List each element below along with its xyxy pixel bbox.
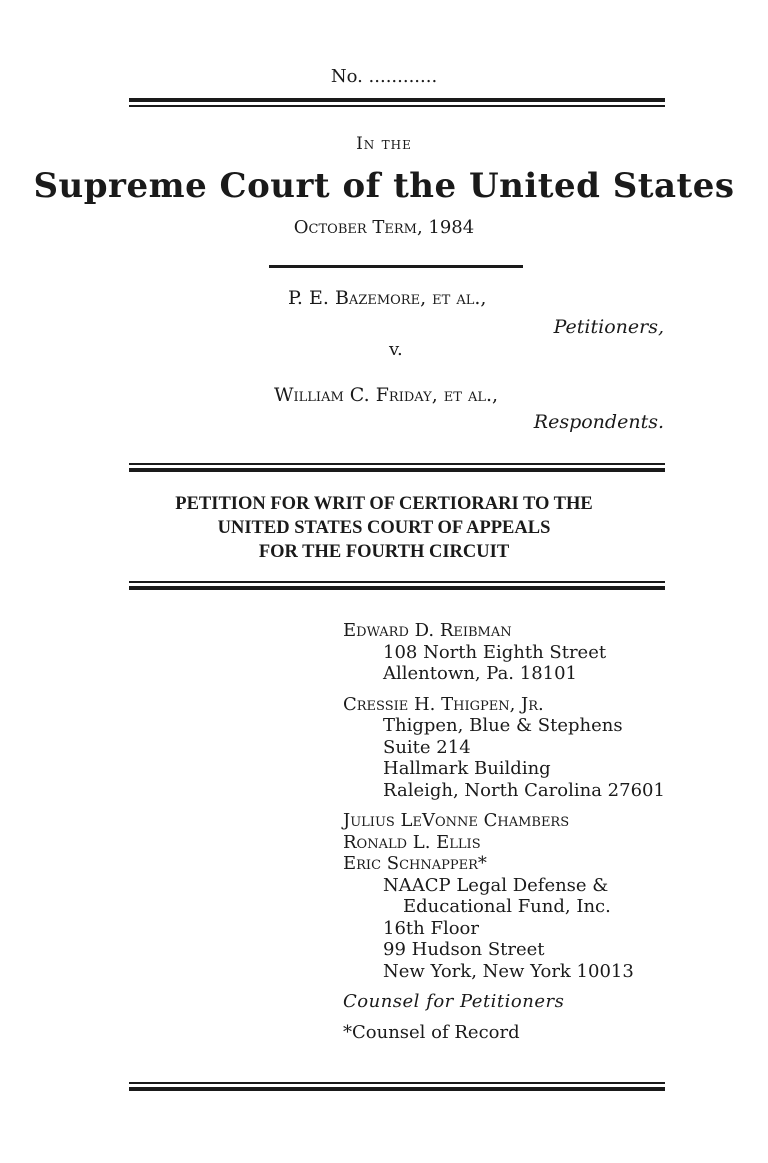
petition-title-line: FOR THE FOURTH CIRCUIT	[258, 542, 510, 562]
respondent-name: William C. Friday, et al.,	[274, 384, 499, 406]
counsel-address-line: Allentown, Pa. 18101	[383, 663, 578, 684]
petitioner-role: Petitioners,	[553, 316, 664, 338]
counsel-name: Eric Schnapper*	[343, 853, 487, 874]
counsel-name: Julius LeVonne Chambers	[343, 810, 570, 831]
mid-double-rule-2	[129, 581, 665, 590]
versus-label: v.	[389, 339, 403, 360]
counsel-address-line: 108 North Eighth Street	[383, 641, 607, 663]
bottom-double-rule	[129, 1082, 665, 1091]
docket-number: No. ............	[330, 66, 438, 87]
counsel-address-line: Thigpen, Blue & Stephens	[383, 715, 623, 736]
top-double-rule	[129, 98, 665, 107]
counsel-address-line: Hallmark Building	[383, 758, 551, 779]
short-rule	[269, 265, 523, 268]
petition-title-line: UNITED STATES COURT OF APPEALS	[217, 518, 551, 538]
counsel-address-line: 16th Floor	[383, 917, 479, 939]
respondent-role: Respondents.	[533, 411, 664, 433]
counsel-name: Edward D. Reibman	[343, 620, 512, 641]
counsel-address-line: NAACP Legal Defense &	[383, 874, 609, 896]
counsel-address-line: Educational Fund, Inc.	[403, 896, 611, 917]
term-label: October Term, 1984	[293, 217, 475, 238]
counsel-role: Counsel for Petitioners	[343, 991, 565, 1012]
counsel-address-line: Raleigh, North Carolina 27601	[383, 779, 665, 801]
counsel-of-record-note: *Counsel of Record	[343, 1021, 520, 1043]
counsel-address-line: 99 Hudson Street	[383, 939, 545, 960]
counsel-address-line: Suite 214	[383, 736, 471, 758]
petitioner-name: P. E. Bazemore, et al.,	[288, 287, 487, 309]
counsel-name: Cressie H. Thigpen, Jr.	[343, 693, 544, 715]
mid-double-rule-1	[129, 463, 665, 472]
in-the-label: In the	[356, 134, 412, 154]
petition-title-line: PETITION FOR WRIT OF CERTIORARI TO THE	[175, 494, 593, 514]
counsel-block	[343, 620, 665, 1043]
petition-title	[0, 492, 768, 564]
court-name: Supreme Court of the United States	[33, 166, 735, 206]
counsel-address-line: New York, New York 10013	[383, 960, 634, 982]
counsel-name: Ronald L. Ellis	[343, 831, 481, 853]
